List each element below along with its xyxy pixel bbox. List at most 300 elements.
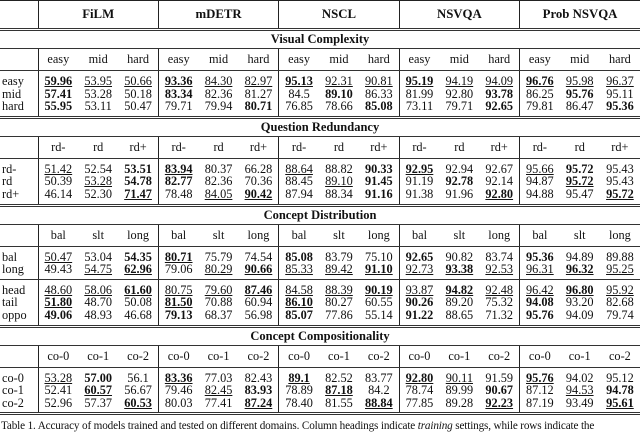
column-header: co-2 bbox=[118, 345, 158, 367]
value: 84.05 bbox=[204, 186, 233, 201]
value: 95.36 bbox=[526, 249, 554, 264]
value: 84.58 bbox=[285, 282, 313, 297]
column-header-row bbox=[0, 136, 640, 158]
value-cell bbox=[199, 397, 239, 413]
value-cell bbox=[319, 71, 359, 88]
value: 60.57 bbox=[84, 383, 113, 398]
value: 96.42 bbox=[526, 282, 554, 297]
value: 53.95 bbox=[84, 74, 113, 88]
value-cell bbox=[199, 188, 239, 204]
value: 94.53 bbox=[565, 383, 594, 398]
column-header: co-1 bbox=[439, 345, 479, 367]
model-header-row bbox=[0, 1, 640, 29]
column-header: rd bbox=[439, 136, 479, 158]
value: 79.06 bbox=[164, 262, 193, 277]
row-label: rd- bbox=[2, 161, 17, 176]
value: 85.08 bbox=[365, 99, 393, 114]
value-cell bbox=[239, 263, 279, 279]
value: 91.96 bbox=[445, 186, 474, 201]
column-header: rd+ bbox=[359, 136, 399, 158]
value: 71.32 bbox=[485, 307, 514, 322]
column-header: co-1 bbox=[199, 345, 239, 367]
value: 88.45 bbox=[285, 174, 313, 189]
value: 83.34 bbox=[164, 86, 193, 101]
value: 82.43 bbox=[244, 370, 273, 385]
value: 86.25 bbox=[526, 86, 554, 101]
column-header: easy bbox=[38, 49, 78, 71]
value: 56.1 bbox=[127, 370, 149, 385]
model-header: Prob NSVQA bbox=[520, 1, 640, 29]
value: 75.79 bbox=[204, 249, 233, 264]
value: 49.43 bbox=[44, 262, 73, 277]
value: 84.2 bbox=[368, 383, 390, 398]
column-header: slt bbox=[560, 224, 600, 246]
value: 95.25 bbox=[606, 262, 634, 277]
column-header: easy bbox=[520, 49, 560, 71]
value: 81.99 bbox=[405, 86, 434, 101]
value-cell bbox=[279, 246, 319, 263]
value-cell bbox=[520, 188, 560, 204]
value-cell bbox=[78, 158, 118, 175]
section-title-row bbox=[0, 117, 640, 136]
value: 54.75 bbox=[84, 262, 113, 277]
value: 60.53 bbox=[124, 395, 152, 410]
value-cell bbox=[239, 246, 279, 263]
value: 91.45 bbox=[365, 174, 393, 189]
column-header: rd bbox=[560, 136, 600, 158]
value: 95.47 bbox=[565, 186, 594, 201]
value-cell bbox=[359, 100, 399, 116]
model-header: FiLM bbox=[38, 1, 158, 29]
value: 60.94 bbox=[244, 295, 273, 310]
value-cell bbox=[359, 71, 399, 88]
value-cell bbox=[479, 367, 519, 384]
value: 54.35 bbox=[124, 249, 152, 264]
value: 94.02 bbox=[565, 370, 594, 385]
value: 92.65 bbox=[405, 249, 434, 264]
table-row bbox=[0, 71, 640, 88]
value-cell bbox=[38, 246, 78, 263]
value-cell bbox=[199, 158, 239, 175]
row-label: co-0 bbox=[2, 370, 24, 385]
double-rule bbox=[0, 412, 640, 414]
value: 70.36 bbox=[244, 174, 273, 189]
value: 48.93 bbox=[84, 307, 113, 322]
value: 90.26 bbox=[405, 295, 434, 310]
value-cell bbox=[118, 246, 158, 263]
value: 57.37 bbox=[84, 395, 113, 410]
value: 94.08 bbox=[526, 295, 554, 310]
column-header: rd- bbox=[399, 136, 439, 158]
value: 82.97 bbox=[244, 74, 273, 88]
column-header: long bbox=[239, 224, 279, 246]
value: 95.12 bbox=[606, 370, 634, 385]
value: 56.98 bbox=[244, 307, 273, 322]
row-label: hard bbox=[2, 99, 24, 114]
column-header: co-0 bbox=[399, 345, 439, 367]
column-header: rd bbox=[319, 136, 359, 158]
value-cell bbox=[118, 158, 158, 175]
value: 82.36 bbox=[204, 174, 233, 189]
value-cell bbox=[158, 246, 198, 263]
column-header: co-2 bbox=[479, 345, 519, 367]
column-header: co-2 bbox=[239, 345, 279, 367]
table-caption bbox=[0, 420, 640, 433]
value-cell bbox=[118, 309, 158, 325]
column-header-row bbox=[0, 224, 640, 246]
value-cell bbox=[279, 188, 319, 204]
table-row bbox=[0, 263, 640, 279]
value: 50.47 bbox=[124, 99, 152, 114]
value-cell bbox=[199, 246, 239, 263]
row-label: long bbox=[0, 263, 38, 279]
value: 55.95 bbox=[44, 99, 73, 114]
value: 96.80 bbox=[565, 282, 594, 297]
value: 86.10 bbox=[285, 295, 313, 310]
table-row bbox=[0, 279, 640, 296]
value: 90.19 bbox=[365, 282, 393, 297]
column-header: co-0 bbox=[38, 345, 78, 367]
value-cell bbox=[78, 309, 118, 325]
value: 83.93 bbox=[244, 383, 273, 398]
value-cell bbox=[78, 367, 118, 384]
value: 91.19 bbox=[405, 174, 434, 189]
value-cell bbox=[439, 397, 479, 413]
model-header: NSVQA bbox=[399, 1, 519, 29]
value: 90.33 bbox=[365, 161, 393, 176]
value: 95.66 bbox=[526, 161, 554, 176]
value: 95.61 bbox=[606, 395, 634, 410]
value: 83.94 bbox=[164, 161, 193, 176]
value: 46.68 bbox=[124, 307, 152, 322]
value-cell bbox=[439, 279, 479, 296]
value-cell bbox=[319, 397, 359, 413]
value-cell bbox=[319, 263, 359, 279]
value: 59.96 bbox=[44, 74, 73, 88]
caption-emphasis: training bbox=[417, 420, 453, 433]
value-cell bbox=[239, 71, 279, 88]
value-cell bbox=[199, 71, 239, 88]
value: 80.71 bbox=[244, 99, 273, 114]
value: 91.22 bbox=[405, 307, 434, 322]
value: 86.33 bbox=[365, 86, 393, 101]
corner-cell bbox=[0, 224, 38, 246]
value: 66.28 bbox=[244, 161, 273, 176]
value: 95.72 bbox=[606, 186, 634, 201]
value: 58.06 bbox=[84, 282, 113, 297]
value: 87.19 bbox=[526, 395, 554, 410]
value-cell bbox=[399, 158, 439, 175]
value: 90.42 bbox=[244, 186, 273, 201]
value: 92.48 bbox=[485, 282, 514, 297]
value: 85.07 bbox=[285, 307, 313, 322]
table-row bbox=[0, 158, 640, 175]
column-header: easy bbox=[399, 49, 439, 71]
column-header: rd+ bbox=[118, 136, 158, 158]
column-header: co-0 bbox=[520, 345, 560, 367]
column-header: mid bbox=[319, 49, 359, 71]
value-cell bbox=[560, 100, 600, 116]
value: 79.13 bbox=[164, 307, 193, 322]
column-header: rd+ bbox=[479, 136, 519, 158]
value-cell bbox=[600, 263, 640, 279]
column-header: hard bbox=[118, 49, 158, 71]
value: 77.03 bbox=[204, 370, 233, 385]
value-cell bbox=[439, 158, 479, 175]
value: 89.20 bbox=[445, 295, 474, 310]
value-cell bbox=[38, 279, 78, 296]
value-cell bbox=[439, 263, 479, 279]
value: 84.30 bbox=[204, 74, 233, 88]
value: 96.76 bbox=[526, 74, 554, 88]
value-cell bbox=[520, 246, 560, 263]
value: 73.11 bbox=[405, 99, 434, 114]
value: 93.38 bbox=[445, 262, 474, 277]
value-cell bbox=[319, 188, 359, 204]
value: 51.42 bbox=[44, 161, 73, 176]
value-cell bbox=[199, 263, 239, 279]
value: 77.41 bbox=[204, 395, 233, 410]
section-title: Question Redundancy bbox=[0, 117, 640, 136]
value-cell bbox=[560, 309, 600, 325]
value: 93.78 bbox=[485, 86, 514, 101]
value: 85.33 bbox=[285, 262, 313, 277]
value: 89.88 bbox=[606, 249, 634, 264]
value-cell bbox=[439, 71, 479, 88]
value: 92.31 bbox=[325, 74, 353, 88]
value-cell bbox=[319, 100, 359, 116]
value: 95.43 bbox=[606, 161, 634, 176]
value: 94.87 bbox=[526, 174, 554, 189]
corner-cell bbox=[0, 136, 38, 158]
value: 81.50 bbox=[164, 295, 193, 310]
value-cell bbox=[520, 397, 560, 413]
value-cell bbox=[399, 367, 439, 384]
value: 87.12 bbox=[526, 383, 554, 398]
value: 46.14 bbox=[44, 186, 73, 201]
value: 88.64 bbox=[285, 161, 313, 176]
section-title-row bbox=[0, 205, 640, 224]
value-cell bbox=[479, 397, 519, 413]
value-cell bbox=[199, 100, 239, 116]
value: 85.08 bbox=[285, 249, 313, 264]
value: 88.82 bbox=[325, 161, 353, 176]
column-header: long bbox=[118, 224, 158, 246]
value: 82.45 bbox=[204, 383, 233, 398]
value-cell bbox=[279, 397, 319, 413]
value-cell bbox=[600, 71, 640, 88]
value-cell bbox=[479, 71, 519, 88]
row-label: mid bbox=[2, 86, 22, 101]
value: 82.77 bbox=[164, 174, 193, 189]
value-cell bbox=[38, 397, 78, 413]
section-title: Visual Complexity bbox=[0, 30, 640, 49]
value: 79.71 bbox=[445, 99, 474, 114]
column-header: rd bbox=[199, 136, 239, 158]
column-header: mid bbox=[199, 49, 239, 71]
value: 96.37 bbox=[606, 74, 634, 88]
value-cell bbox=[158, 100, 198, 116]
value: 95.19 bbox=[405, 74, 434, 88]
value: 50.39 bbox=[44, 174, 73, 189]
value-cell bbox=[279, 309, 319, 325]
value: 80.71 bbox=[164, 249, 193, 264]
row-label: rd+ bbox=[2, 186, 20, 201]
value: 56.67 bbox=[124, 383, 152, 398]
value: 50.08 bbox=[124, 295, 152, 310]
value-cell bbox=[399, 309, 439, 325]
row-label: rd bbox=[2, 174, 13, 189]
value-cell bbox=[399, 100, 439, 116]
column-header: hard bbox=[359, 49, 399, 71]
value: 90.81 bbox=[365, 74, 393, 88]
table-row bbox=[0, 246, 640, 263]
value-cell bbox=[479, 279, 519, 296]
value: 53.28 bbox=[44, 370, 73, 385]
value: 77.86 bbox=[325, 307, 353, 322]
value-cell bbox=[38, 263, 78, 279]
value: 81.27 bbox=[244, 86, 273, 101]
value: 88.34 bbox=[325, 186, 353, 201]
value-cell bbox=[118, 188, 158, 204]
value-cell bbox=[38, 309, 78, 325]
value: 95.13 bbox=[285, 74, 313, 88]
value-cell bbox=[199, 279, 239, 296]
column-header: slt bbox=[199, 224, 239, 246]
value-cell bbox=[118, 397, 158, 413]
value-cell bbox=[600, 188, 640, 204]
value-cell bbox=[78, 246, 118, 263]
value-cell bbox=[359, 246, 399, 263]
section-title: Concept Compositionality bbox=[0, 326, 640, 345]
value: 95.72 bbox=[565, 161, 594, 176]
value: 79.46 bbox=[164, 383, 193, 398]
corner-cell bbox=[0, 49, 38, 71]
value-cell bbox=[520, 309, 560, 325]
value-cell bbox=[239, 367, 279, 384]
value: 89.28 bbox=[445, 395, 474, 410]
column-header: bal bbox=[399, 224, 439, 246]
corner-cell bbox=[0, 1, 38, 29]
model-header: mDETR bbox=[158, 1, 278, 29]
value: 89.99 bbox=[445, 383, 474, 398]
value-cell bbox=[520, 71, 560, 88]
column-header: bal bbox=[279, 224, 319, 246]
value-cell bbox=[439, 246, 479, 263]
column-header: easy bbox=[158, 49, 198, 71]
value-cell bbox=[359, 397, 399, 413]
value-cell bbox=[560, 397, 600, 413]
caption-suffix: settings, while rows indicate the bbox=[452, 420, 595, 433]
column-header: co-0 bbox=[279, 345, 319, 367]
value-cell bbox=[600, 309, 640, 325]
value: 91.38 bbox=[405, 186, 434, 201]
value: 94.88 bbox=[526, 186, 554, 201]
value: 83.79 bbox=[325, 249, 353, 264]
column-header: rd- bbox=[520, 136, 560, 158]
value-cell bbox=[399, 246, 439, 263]
value: 53.51 bbox=[124, 161, 152, 176]
value: 86.47 bbox=[565, 99, 594, 114]
table-row bbox=[0, 367, 640, 384]
column-header: hard bbox=[239, 49, 279, 71]
value: 57.41 bbox=[44, 86, 73, 101]
value: 76.85 bbox=[285, 99, 313, 114]
value-cell bbox=[479, 246, 519, 263]
value-cell bbox=[78, 263, 118, 279]
value: 89.42 bbox=[325, 262, 353, 277]
value: 95.76 bbox=[526, 370, 554, 385]
value: 87.46 bbox=[244, 282, 273, 297]
column-header: co-1 bbox=[560, 345, 600, 367]
value-cell bbox=[118, 71, 158, 88]
table-row bbox=[0, 309, 640, 325]
value-cell bbox=[359, 367, 399, 384]
column-header: rd- bbox=[279, 136, 319, 158]
value-cell bbox=[118, 367, 158, 384]
value-cell bbox=[118, 263, 158, 279]
value-cell bbox=[158, 263, 198, 279]
value: 51.80 bbox=[44, 295, 73, 310]
value: 92.95 bbox=[405, 161, 434, 176]
value-cell bbox=[319, 158, 359, 175]
value-cell bbox=[560, 367, 600, 384]
value: 89.1 bbox=[288, 370, 310, 385]
value-cell bbox=[359, 158, 399, 175]
value-cell bbox=[279, 100, 319, 116]
value: 90.11 bbox=[445, 370, 473, 385]
value: 57.00 bbox=[84, 370, 113, 385]
value-cell bbox=[158, 158, 198, 175]
value: 53.04 bbox=[84, 249, 113, 264]
value: 94.09 bbox=[485, 74, 514, 88]
value: 91.59 bbox=[485, 370, 514, 385]
value-cell bbox=[560, 246, 600, 263]
value-cell bbox=[359, 309, 399, 325]
column-header: easy bbox=[279, 49, 319, 71]
value: 54.78 bbox=[124, 174, 152, 189]
column-header: hard bbox=[600, 49, 640, 71]
column-header: co-1 bbox=[319, 345, 359, 367]
value: 70.88 bbox=[204, 295, 233, 310]
value: 95.36 bbox=[606, 99, 634, 114]
column-header: slt bbox=[78, 224, 118, 246]
value-cell bbox=[520, 367, 560, 384]
value: 49.06 bbox=[44, 307, 73, 322]
value: 79.74 bbox=[606, 307, 634, 322]
value: 87.94 bbox=[285, 186, 313, 201]
value-cell bbox=[439, 188, 479, 204]
value: 71.47 bbox=[124, 186, 152, 201]
value-cell bbox=[359, 188, 399, 204]
value: 75.10 bbox=[365, 249, 393, 264]
value-cell bbox=[78, 188, 118, 204]
column-header: hard bbox=[479, 49, 519, 71]
value: 87.24 bbox=[244, 395, 273, 410]
value-cell bbox=[560, 188, 600, 204]
value: 95.98 bbox=[565, 74, 594, 88]
column-header: rd+ bbox=[239, 136, 279, 158]
column-header: mid bbox=[439, 49, 479, 71]
value-cell bbox=[199, 309, 239, 325]
value: 79.94 bbox=[204, 99, 233, 114]
value: 82.36 bbox=[204, 86, 233, 101]
caption-prefix: Table 1. Accuracy of models trained and tested on different domains. Column headings indicate bbox=[1, 420, 418, 433]
value-cell bbox=[479, 158, 519, 175]
value-cell bbox=[600, 367, 640, 384]
section-title-row bbox=[0, 30, 640, 49]
row-label: tail bbox=[2, 295, 18, 310]
